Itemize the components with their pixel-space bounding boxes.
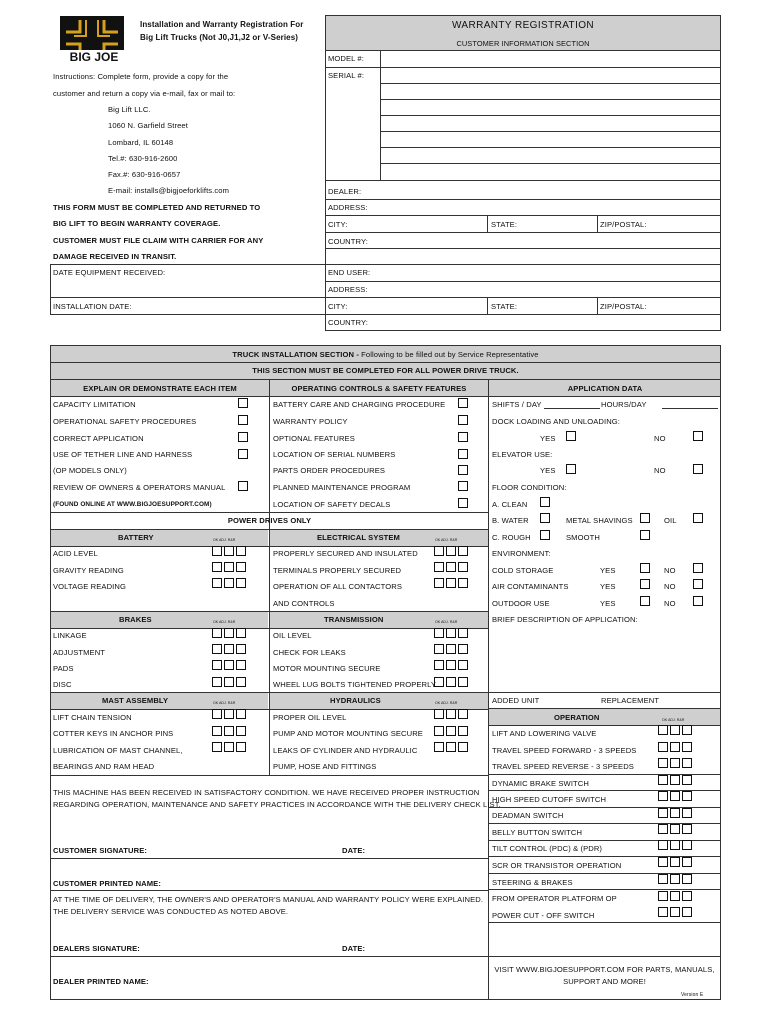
optional-features-checkbox[interactable]: [458, 432, 468, 442]
brief-description-label: BRIEF DESCRIPTION OF APPLICATION:: [492, 615, 638, 624]
controls-column-header: OPERATING CONTROLS & SAFETY FEATURES: [291, 384, 467, 393]
dealer-zip-label: ZIP/POSTAL:: [600, 220, 647, 229]
dealer-city-field[interactable]: [350, 217, 486, 231]
controls-item-parts: PARTS ORDER PROCEDURES: [273, 466, 386, 475]
dealer-country-label: COUNTRY:: [328, 237, 368, 246]
air-no-checkbox[interactable]: [693, 579, 703, 589]
dealer-city-label: CITY:: [328, 220, 348, 229]
model-number-label: MODEL #:: [328, 54, 364, 63]
version-label: Version E: [681, 992, 704, 998]
steering-checkboxes[interactable]: [658, 874, 694, 885]
floor-oil-label: OIL: [664, 516, 677, 525]
brakes-ok-label: OK ADJ. R&R: [213, 620, 236, 624]
shifts-label: SHIFTS / DAY: [492, 400, 542, 409]
chain-tension-checkboxes[interactable]: [212, 709, 248, 720]
brakes-pads: PADS: [53, 664, 74, 673]
tilt-control-checkboxes[interactable]: [658, 840, 694, 851]
address-email: E-mail: installs@bigjoeforklifts.com: [108, 186, 230, 195]
operation-forward: TRAVEL SPEED FORWARD - 3 SPEEDS: [492, 746, 637, 755]
model-number-field[interactable]: [382, 52, 720, 66]
address-fax: Fax.#: 630-916-0657: [108, 170, 181, 179]
transmission-motor: MOTOR MOUNTING SECURE: [273, 664, 381, 673]
elevator-yes-label: YES: [540, 466, 556, 475]
operation-lift-lower: LIFT AND LOWERING VALVE: [492, 729, 597, 738]
gravity-checkboxes[interactable]: [212, 562, 248, 573]
serial-location-checkbox[interactable]: [458, 449, 468, 459]
secured-checkboxes[interactable]: [434, 546, 470, 557]
hydraulics-title: HYDRAULICS: [330, 696, 381, 705]
battery-ok-label: OK ADJ. R&R: [213, 538, 236, 542]
brakes-linkage: LINKAGE: [53, 631, 87, 640]
customer-signature-label: CUSTOMER SIGNATURE:: [53, 846, 148, 855]
receipt-statement-line2: REGARDING OPERATION, MAINTENANCE AND SAFETY PRACTICES IN ACCORDANCE WITH THE DELIVERY CHECK LIST.: [53, 800, 501, 809]
dealer-field[interactable]: [370, 183, 720, 198]
brief-description-field[interactable]: [492, 628, 718, 690]
dock-yes-label: YES: [540, 434, 556, 443]
operation-tilt: TILT CONTROL (PDC) & (PDR): [492, 844, 603, 853]
mast-chain: LIFT CHAIN TENSION: [53, 713, 132, 722]
warning-line4: DAMAGE RECEIVED IN TRANSIT.: [53, 252, 177, 261]
electrical-title: ELECTRICAL SYSTEM: [317, 533, 400, 542]
hydraulics-leaks: LEAKS OF CYLINDER AND HYDRAULIC: [273, 746, 418, 755]
end-user-zip-field[interactable]: [650, 299, 720, 313]
air-yes-label: YES: [600, 582, 616, 591]
hydraulics-oil: PROPER OIL LEVEL: [273, 713, 347, 722]
parts-order-checkbox[interactable]: [458, 465, 468, 475]
dealer-printed-name-field[interactable]: [155, 972, 485, 988]
truck-section-subtitle: THIS SECTION MUST BE COMPLETED FOR ALL POWER DRIVE TRUCK.: [252, 366, 519, 375]
floor-oil-checkbox[interactable]: [693, 513, 703, 523]
platform-checkboxes[interactable]: [658, 891, 694, 902]
floor-rough-label: C. ROUGH: [492, 533, 531, 542]
cold-storage-label: COLD STORAGE: [492, 566, 554, 575]
end-user-city-label: CITY:: [328, 302, 348, 311]
address-street: 1060 N. Garfield Street: [108, 121, 188, 130]
explain-column-header: EXPLAIN OR DEMONSTRATE EACH ITEM: [83, 384, 237, 393]
outdoor-yes-label: YES: [600, 599, 616, 608]
end-user-zip-label: ZIP/POSTAL:: [600, 302, 647, 311]
cold-no-label: NO: [664, 566, 676, 575]
dealer-date-label: DATE:: [342, 944, 366, 953]
safety-procedures-checkbox[interactable]: [238, 415, 248, 425]
customer-signature-field[interactable]: [150, 840, 335, 856]
big-joe-logo: [56, 16, 132, 66]
floor-smooth-checkbox[interactable]: [640, 530, 650, 540]
serial-number-field[interactable]: [382, 69, 720, 82]
electrical-controls: AND CONTROLS: [273, 599, 335, 608]
air-yes-checkbox[interactable]: [640, 579, 650, 589]
floor-clean-checkbox[interactable]: [540, 497, 550, 507]
mast-lubrication: LUBRICATION OF MAST CHANNEL,: [53, 746, 183, 755]
power-drives-only-title: POWER DRIVES ONLY: [227, 516, 312, 525]
floor-metal-label: METAL SHAVINGS: [566, 516, 633, 525]
big-joe-logo-icon: [56, 16, 132, 66]
controls-item-decals: LOCATION OF SAFETY DECALS: [273, 500, 391, 509]
environment-label: ENVIRONMENT:: [492, 549, 551, 558]
hydraulics-pump-motor: PUMP AND MOTOR MOUNTING SECURE: [273, 729, 423, 738]
elevator-yes-checkbox[interactable]: [566, 464, 576, 474]
lubrication-checkboxes[interactable]: [212, 742, 248, 753]
battery-gravity: GRAVITY READING: [53, 566, 124, 575]
warning-line3: CUSTOMER MUST FILE CLAIM WITH CARRIER FOR ANY: [53, 236, 264, 245]
elevator-no-checkbox[interactable]: [693, 464, 703, 474]
truck-section-title: TRUCK INSTALLATION SECTION - Following to be filled out by Service Representative: [232, 350, 539, 359]
hydraulics-ok-label: OK ADJ. R&R: [435, 701, 458, 705]
floor-rough-checkbox[interactable]: [540, 530, 550, 540]
dealer-date-field[interactable]: [368, 938, 484, 954]
scr-checkboxes[interactable]: [658, 857, 694, 868]
dealer-signature-field[interactable]: [140, 938, 335, 954]
floor-clean-label: A. CLEAN: [492, 500, 528, 509]
hours-label: HOURS/DAY: [601, 400, 647, 409]
belly-button-checkboxes[interactable]: [658, 824, 694, 835]
warning-line1: THIS FORM MUST BE COMPLETED AND RETURNED TO: [53, 203, 261, 212]
address-phone: Tel.#: 630-916-2600: [108, 154, 178, 163]
hydraulics-hose: PUMP, HOSE AND FITTINGS: [273, 762, 377, 771]
customer-printed-name-field[interactable]: [165, 874, 485, 890]
operation-reverse: TRAVEL SPEED REVERSE - 3 SPEEDS: [492, 762, 634, 771]
delivery-statement-line1: AT THE TIME OF DELIVERY, THE OWNER'S AND OPERATOR'S MANUAL AND WARRANTY POLICY WERE EXPLAINED.: [53, 895, 484, 904]
hydraulic-oil-checkboxes[interactable]: [434, 709, 470, 720]
added-unit-label: ADDED UNIT: [492, 696, 540, 705]
dealer-printed-name-label: DEALER PRINTED NAME:: [53, 977, 149, 986]
acid-level-checkboxes[interactable]: [212, 546, 248, 557]
battery-care-checkbox[interactable]: [458, 398, 468, 408]
operation-deadman: DEADMAN SWITCH: [492, 811, 564, 820]
dealer-state-label: STATE:: [491, 220, 518, 229]
electrical-terminals: TERMINALS PROPERLY SECURED: [273, 566, 402, 575]
operation-title: OPERATION: [554, 713, 600, 722]
mast-title: MAST ASSEMBLY: [102, 696, 169, 705]
capacity-checkbox[interactable]: [238, 398, 248, 408]
explain-item-safety: OPERATIONAL SAFETY PROCEDURES: [53, 417, 197, 426]
visit-support-line2: SUPPORT AND MORE!: [563, 977, 646, 986]
outdoor-yes-checkbox[interactable]: [640, 596, 650, 606]
logo-text: BIG JOE: [69, 50, 119, 64]
contactors-checkboxes[interactable]: [434, 578, 470, 589]
outdoor-use-label: OUTDOOR USE: [492, 599, 550, 608]
electrical-secured: PROPERLY SECURED AND INSULATED: [273, 549, 418, 558]
customer-info-section-title: CUSTOMER INFORMATION SECTION: [456, 39, 590, 48]
cold-yes-label: YES: [600, 566, 616, 575]
end-user-city-field[interactable]: [350, 299, 486, 313]
battery-voltage: VOLTAGE READING: [53, 582, 126, 591]
replacement-label: REPLACEMENT: [601, 696, 660, 705]
customer-date-field[interactable]: [368, 840, 484, 856]
delivery-statement-line2: THE DELIVERY SERVICE WAS CONDUCTED AS NOTED ABOVE.: [53, 907, 289, 916]
floor-label: FLOOR CONDITION:: [492, 483, 567, 492]
address-city: Lombard, IL 60148: [108, 138, 174, 147]
brakes-title: BRAKES: [119, 615, 152, 624]
air-no-label: NO: [664, 582, 676, 591]
dock-label: DOCK LOADING AND UNLOADING:: [492, 417, 621, 426]
end-user-country-label: COUNTRY:: [328, 318, 368, 327]
dealer-country-field[interactable]: [370, 233, 720, 247]
transmission-wheel-lug: WHEEL LUG BOLTS TIGHTENED PROPERLY: [273, 680, 437, 689]
dealer-label: DEALER:: [328, 187, 362, 196]
leaks-checkboxes[interactable]: [434, 644, 470, 655]
dock-no-checkbox[interactable]: [693, 431, 703, 441]
application-checkbox[interactable]: [238, 432, 248, 442]
dealer-address-field[interactable]: [370, 200, 720, 214]
end-user-field[interactable]: [370, 265, 720, 280]
explain-item-manual: REVIEW OF OWNERS & OPERATORS MANUAL: [53, 483, 226, 492]
dealer-state-field[interactable]: [520, 217, 596, 231]
voltage-checkboxes[interactable]: [212, 578, 248, 589]
dealer-address-label: ADDRESS:: [328, 203, 368, 212]
explain-item-online: (FOUND ONLINE AT WWW.BIGJOESUPPORT.COM): [53, 501, 212, 508]
dealer-zip-field[interactable]: [650, 217, 720, 231]
operation-platform: FROM OPERATOR PLATFORM OP: [492, 894, 617, 903]
explain-item-application: CORRECT APPLICATION: [53, 434, 144, 443]
transmission-oil: OIL LEVEL: [273, 631, 312, 640]
floor-water-checkbox[interactable]: [540, 513, 550, 523]
power-cut-checkboxes[interactable]: [658, 907, 694, 918]
air-contaminants-label: AIR CONTAMINANTS: [492, 582, 569, 591]
pads-checkboxes[interactable]: [212, 660, 248, 671]
floor-smooth-label: SMOOTH: [566, 533, 600, 542]
warning-line2: BIG LIFT TO BEGIN WARRANTY COVERAGE.: [53, 219, 221, 228]
cotter-keys-checkboxes[interactable]: [212, 726, 248, 737]
instructions-line1: Instructions: Complete form, provide a copy for the: [53, 72, 229, 81]
battery-acid: ACID LEVEL: [53, 549, 98, 558]
end-user-label: END USER:: [328, 268, 371, 277]
customer-printed-name-label: CUSTOMER PRINTED NAME:: [53, 879, 161, 888]
installation-date-label: INSTALLATION DATE:: [53, 302, 132, 311]
controls-item-warranty: WARRANTY POLICY: [273, 417, 348, 426]
electrical-ok-label: OK ADJ. R&R: [435, 538, 458, 542]
elevator-no-label: NO: [654, 466, 666, 475]
brakes-disc: DISC: [53, 680, 72, 689]
forward-speed-checkboxes[interactable]: [658, 742, 694, 753]
operation-ok-label: OK ADJ. R&R: [662, 718, 685, 722]
dock-yes-checkbox[interactable]: [566, 431, 576, 441]
date-received-label: DATE EQUIPMENT RECEIVED:: [53, 268, 166, 277]
transmission-ok-label: OK ADJ. R&R: [435, 620, 458, 624]
maintenance-checkbox[interactable]: [458, 481, 468, 491]
controls-item-serial: LOCATION OF SERIAL NUMBERS: [273, 450, 396, 459]
wheel-lug-checkboxes[interactable]: [434, 677, 470, 688]
transmission-title: TRANSMISSION: [324, 615, 384, 624]
warranty-policy-checkbox[interactable]: [458, 415, 468, 425]
cylinder-leaks-checkboxes[interactable]: [434, 742, 470, 753]
disc-checkboxes[interactable]: [212, 677, 248, 688]
dealer-signature-label: DEALERS SIGNATURE:: [53, 944, 140, 953]
controls-item-maintenance: PLANNED MAINTENANCE PROGRAM: [273, 483, 411, 492]
transmission-leaks: CHECK FOR LEAKS: [273, 648, 346, 657]
electrical-contactors: OPERATION OF ALL CONTACTORS: [273, 582, 402, 591]
cold-yes-checkbox[interactable]: [640, 563, 650, 573]
end-user-address-field[interactable]: [370, 282, 720, 296]
floor-water-label: B. WATER: [492, 516, 529, 525]
battery-title: BATTERY: [118, 533, 154, 542]
outdoor-no-label: NO: [664, 599, 676, 608]
oil-level-checkboxes[interactable]: [434, 628, 470, 639]
explain-item-tether: USE OF TETHER LINE AND HARNESS: [53, 450, 193, 459]
end-user-state-field[interactable]: [520, 299, 596, 313]
form-title-line2: Big Lift Trucks (Not J0,J1,J2 or V-Series): [140, 33, 299, 42]
operation-dynamic-brake: DYNAMIC BRAKE SWITCH: [492, 779, 589, 788]
operation-power-cut: POWER CUT - OFF SWITCH: [492, 911, 595, 920]
lift-lower-checkboxes[interactable]: [658, 725, 694, 736]
dock-no-label: NO: [654, 434, 666, 443]
serial-number-label: SERIAL #:: [328, 71, 365, 80]
date-received-field[interactable]: [52, 280, 324, 296]
linkage-checkboxes[interactable]: [212, 628, 248, 639]
terminals-checkboxes[interactable]: [434, 562, 470, 573]
end-user-state-label: STATE:: [491, 302, 518, 311]
motor-mount-checkboxes[interactable]: [434, 660, 470, 671]
reverse-speed-checkboxes[interactable]: [658, 758, 694, 769]
application-column-header: APPLICATION DATA: [567, 384, 643, 393]
operation-belly-button: BELLY BUTTON SWITCH: [492, 828, 583, 837]
mast-bearings: BEARINGS AND RAM HEAD: [53, 762, 155, 771]
form-title-line1: Installation and Warranty Registration For: [140, 20, 304, 29]
controls-item-optional: OPTIONAL FEATURES: [273, 434, 355, 443]
mast-cotter: COTTER KEYS IN ANCHOR PINS: [53, 729, 174, 738]
adjustment-checkboxes[interactable]: [212, 644, 248, 655]
operation-scr: SCR OR TRANSISTOR OPERATION: [492, 861, 622, 870]
deadman-checkboxes[interactable]: [658, 808, 694, 819]
high-speed-checkboxes[interactable]: [658, 791, 694, 802]
floor-metal-checkbox[interactable]: [640, 513, 650, 523]
instructions-line2: customer and return a copy via e-mail, fax or mail to:: [53, 89, 236, 98]
visit-support-line1: VISIT WWW.BIGJOESUPPORT.COM FOR PARTS, MANUALS,: [494, 965, 715, 974]
explain-item-capacity: CAPACITY LIMITATION: [53, 400, 136, 409]
explain-item-op-models: (OP MODELS ONLY): [53, 466, 127, 475]
cold-no-checkbox[interactable]: [693, 563, 703, 573]
end-user-country-field[interactable]: [370, 315, 720, 330]
decals-checkbox[interactable]: [458, 498, 468, 508]
operation-steering: STEERING & BRAKES: [492, 878, 573, 887]
address-company: Big Lift LLC.: [108, 105, 151, 114]
brakes-adjustment: ADJUSTMENT: [53, 648, 106, 657]
mast-ok-label: OK ADJ. R&R: [213, 701, 236, 705]
manual-checkbox[interactable]: [238, 481, 248, 491]
outdoor-no-checkbox[interactable]: [693, 596, 703, 606]
operation-high-speed: HIGH SPEED CUTOFF SWITCH: [492, 795, 607, 804]
pump-motor-checkboxes[interactable]: [434, 726, 470, 737]
controls-item-battery-care: BATTERY CARE AND CHARGING PROCEDURE: [273, 400, 446, 409]
receipt-statement-line1: THIS MACHINE HAS BEEN RECEIVED IN SATISFACTORY CONDITION. WE HAVE RECEIVED PROPER INSTRUCTION: [53, 788, 480, 797]
customer-date-label: DATE:: [342, 846, 366, 855]
dynamic-brake-checkboxes[interactable]: [658, 775, 694, 786]
end-user-address-label: ADDRESS:: [328, 285, 368, 294]
tether-checkbox[interactable]: [238, 449, 248, 459]
elevator-label: ELEVATOR USE:: [492, 450, 553, 459]
warranty-registration-title: WARRANTY REGISTRATION: [451, 20, 595, 31]
